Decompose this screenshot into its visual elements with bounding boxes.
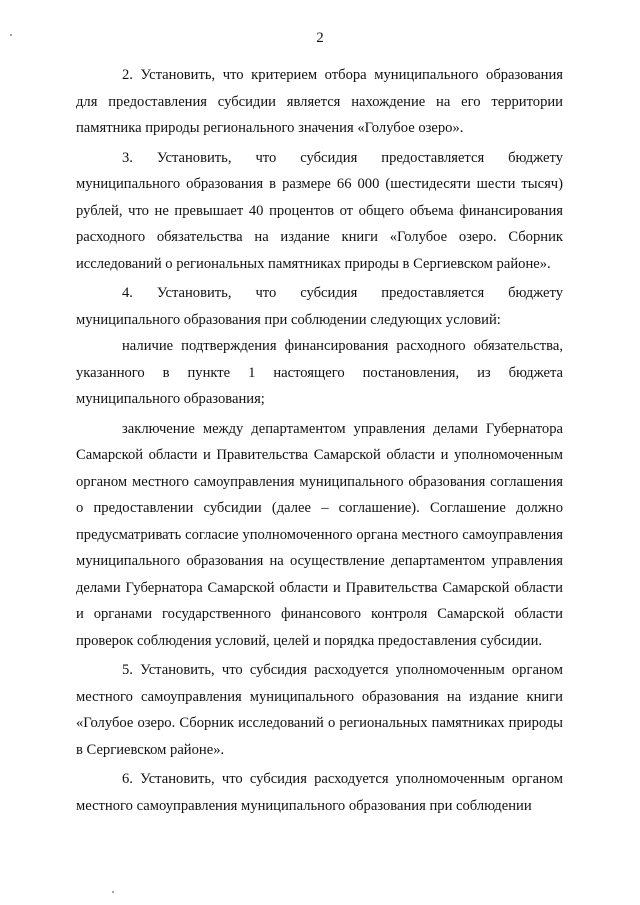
paragraph-item-6: 6. Установить, что субсидия расходуется уполномоченным органом местного самоуправления муниципального образования при соблюдении — [76, 771, 563, 814]
page-number: 2 — [316, 30, 324, 46]
paragraph-item-5: 5. Установить, что субсидия расходуется уполномоченным органом местного самоуправления муниципального образования на издание книги «Голубое озеро. Сборник исследований о региональных памятниках природы в Сергиевском районе». — [76, 662, 563, 758]
scan-speck — [112, 891, 114, 893]
document-body — [76, 62, 563, 819]
paragraph-condition-1: наличие подтверждения финансирования расходного обязательства, указанного в пункте 1 настоящего постановления, из бюджета муниципального образования; — [76, 338, 563, 407]
paragraph-item-2: 2. Установить, что критерием отбора муниципального образования для предоставления субсидии является нахождение на его территории памятника природы регионального значения «Голубое озеро». — [76, 67, 563, 136]
paragraph-item-4: 4. Установить, что субсидия предоставляется бюджету муниципального образования при соблюдении следующих условий: — [76, 285, 563, 328]
scan-speck — [10, 34, 12, 36]
paragraph-item-3: 3. Установить, что субсидия предоставляется бюджету муниципального образования в размере 66 000 (шестидесяти шести тысяч) рублей, что не превышает 40 процентов от общего объема финансирования расходного обязательства на издание книги «Голубое озеро. Сборник исследований о региональных памятниках природы в Сергиевском районе». — [76, 149, 563, 272]
paragraph-condition-2: заключение между департаментом управления делами Губернатора Самарской области и Правительства Самарской области и уполномоченным органом местного самоуправления муниципального образования соглашения о предоставлении субсидии (далее – соглашение). Соглашение должно предусматривать согласие уполномоченного органа местного самоуправления муниципального образования на осуществление департаментом управления делами Губернатора Самарской области и Правительства Самарской области и органами государственного финансового контроля Самарской области проверок соблюдения условий, целей и порядка предоставления субсидии. — [76, 420, 563, 649]
